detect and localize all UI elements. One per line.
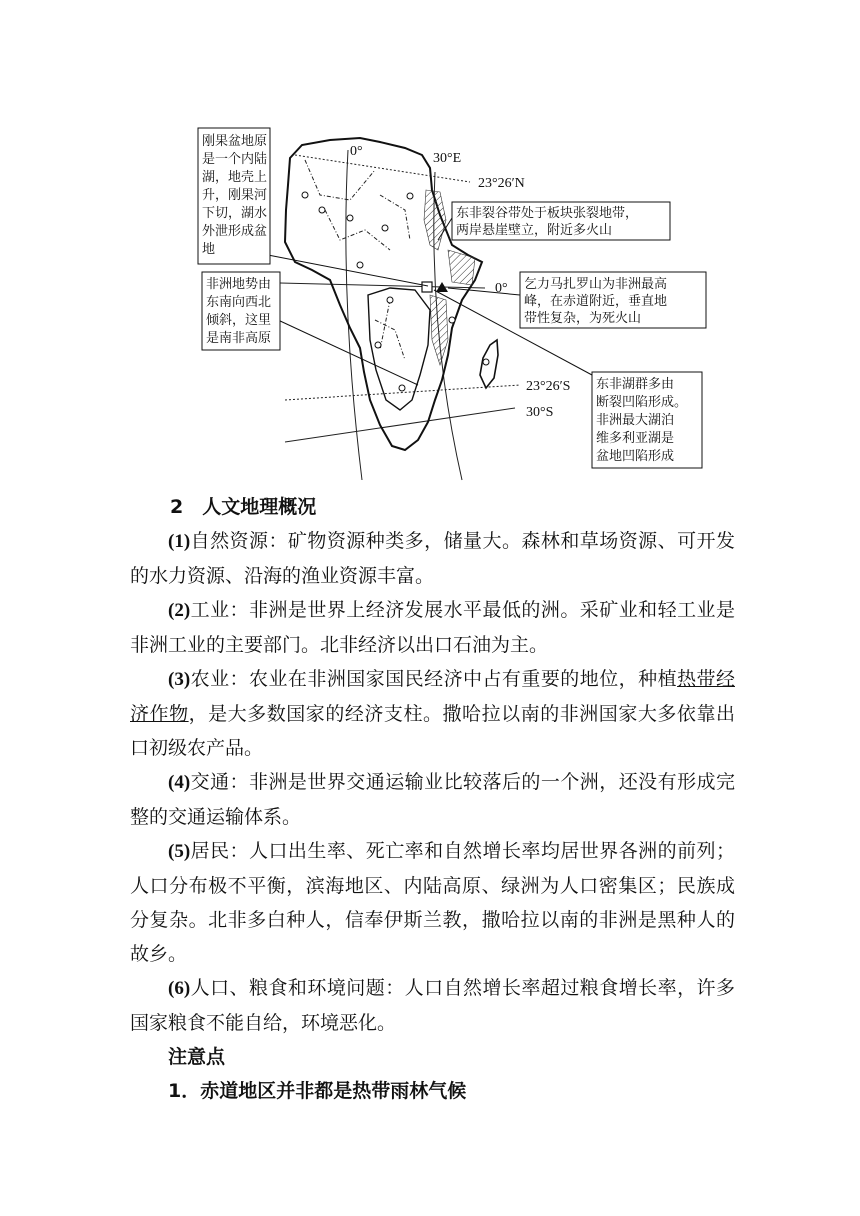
- rift-hatch-south: [430, 295, 448, 365]
- notes-point-1: 1．赤道地区并非都是热带雨林气候: [168, 1080, 467, 1102]
- lat-label-tropic-north: 23°26′N: [478, 176, 525, 191]
- item-resources: (1)自然资源：矿物资源种类多，储量大。森林和草场资源、可开发的水力资源、沿海的渔业资源丰富。: [130, 530, 735, 587]
- south-plateau-outline: [368, 288, 430, 410]
- item-agriculture: (3)农业：农业在非洲国家国民经济中占有重要的地位，种植热带经济作物，是大多数国家的经济支柱。撒哈拉以南的非洲国家大多依靠出口初级农产品。: [130, 668, 735, 759]
- callout-terrain: [202, 272, 280, 350]
- svg-text:带性复杂，为死火山: 带性复杂，为死火山: [524, 311, 642, 326]
- callout-kilimanjaro: [520, 272, 706, 328]
- item-industry: (2)工业：非洲是世界上经济发展水平最低的洲。采矿业和轻工业是非洲工业的主要部门。北非经济以出口石油为主。: [130, 599, 735, 656]
- callout-lakes: [592, 372, 702, 468]
- svg-text:断裂凹陷形成。: 断裂凹陷形成。: [596, 395, 688, 410]
- border-lines: [305, 160, 410, 360]
- lon-label-prime: 0°: [350, 144, 363, 159]
- svg-text:两岸悬崖壁立，附近多火山: 两岸悬崖壁立，附近多火山: [456, 223, 613, 238]
- svg-text:东南向西北: 东南向西北: [206, 295, 272, 310]
- item-issues: (6)人口、粮食和环境问题：人口自然增长率超过粮食增长率，许多国家粮食不能自给，环境恶化。: [130, 977, 735, 1034]
- item-population: (5)居民：人口出生率、死亡率和自然增长率均居世界各洲的前列；人口分布极不平衡，滨海地区、内陆高原、绿洲为人口密集区；民族成分复杂。北非多白种人，信奉伊斯兰教，撒哈拉以南的非洲是黑种人的故乡。: [130, 840, 735, 965]
- callout-congo: [198, 128, 270, 264]
- leader-congo: [268, 255, 428, 286]
- lon-label-east30: 30°E: [433, 151, 462, 166]
- svg-text:刚果盆地原: 刚果盆地原: [202, 134, 268, 149]
- svg-text:东非裂谷带处于板块张裂地带，: 东非裂谷带处于板块张裂地带，: [456, 206, 639, 221]
- lake-victoria-marker: [422, 282, 432, 292]
- svg-text:升，刚果河: 升，刚果河: [202, 188, 268, 203]
- svg-text:外泄形成盆: 外泄形成盆: [202, 224, 268, 239]
- svg-text:倾斜，这里: 倾斜，这里: [206, 313, 272, 328]
- svg-text:是一个内陆: 是一个内陆: [202, 152, 268, 167]
- underlined-term: 热带经济作物: [130, 668, 735, 725]
- lat-label-south30: 30°S: [526, 405, 554, 420]
- leader-kili: [448, 288, 520, 295]
- svg-text:盆地凹陷形成: 盆地凹陷形成: [596, 449, 675, 464]
- africa-map-figure: [190, 100, 710, 485]
- south30-line: [285, 408, 515, 442]
- svg-text:下切，湖水: 下切，湖水: [202, 206, 268, 221]
- equator-line: [280, 283, 485, 288]
- section-body: [130, 524, 735, 1108]
- svg-text:是南非高原: 是南非高原: [206, 331, 272, 346]
- svg-text:峰，在赤道附近，垂直地: 峰，在赤道附近，垂直地: [524, 294, 668, 309]
- leader-terrain: [278, 320, 418, 385]
- africa-outline: [285, 138, 482, 450]
- svg-text:维多利亚湖是: 维多利亚湖是: [596, 431, 675, 446]
- svg-text:地: 地: [202, 242, 216, 257]
- lat-label-tropic-south: 23°26′S: [526, 379, 571, 394]
- svg-text:湖，地壳上: 湖，地壳上: [202, 170, 268, 185]
- svg-text:非洲地势由: 非洲地势由: [206, 277, 272, 292]
- rift-hatch-east: [448, 250, 475, 285]
- callout-rift: [452, 202, 670, 240]
- section-title: 2 人文地理概况: [170, 496, 317, 518]
- rift-hatch-north: [424, 190, 446, 250]
- svg-text:非洲最大湖泊: 非洲最大湖泊: [596, 413, 675, 428]
- madagascar-outline: [480, 340, 498, 388]
- lat-label-equator: 0°: [495, 281, 508, 296]
- notes-title: 注意点: [168, 1046, 226, 1068]
- item-transport: (4)交通：非洲是世界交通运输业比较落后的一个洲，还没有形成完整的交通运输体系。: [130, 771, 735, 828]
- svg-text:乞力马扎罗山为非洲最高: 乞力马扎罗山为非洲最高: [524, 277, 668, 292]
- svg-text:东非湖群多由: 东非湖群多由: [596, 377, 675, 392]
